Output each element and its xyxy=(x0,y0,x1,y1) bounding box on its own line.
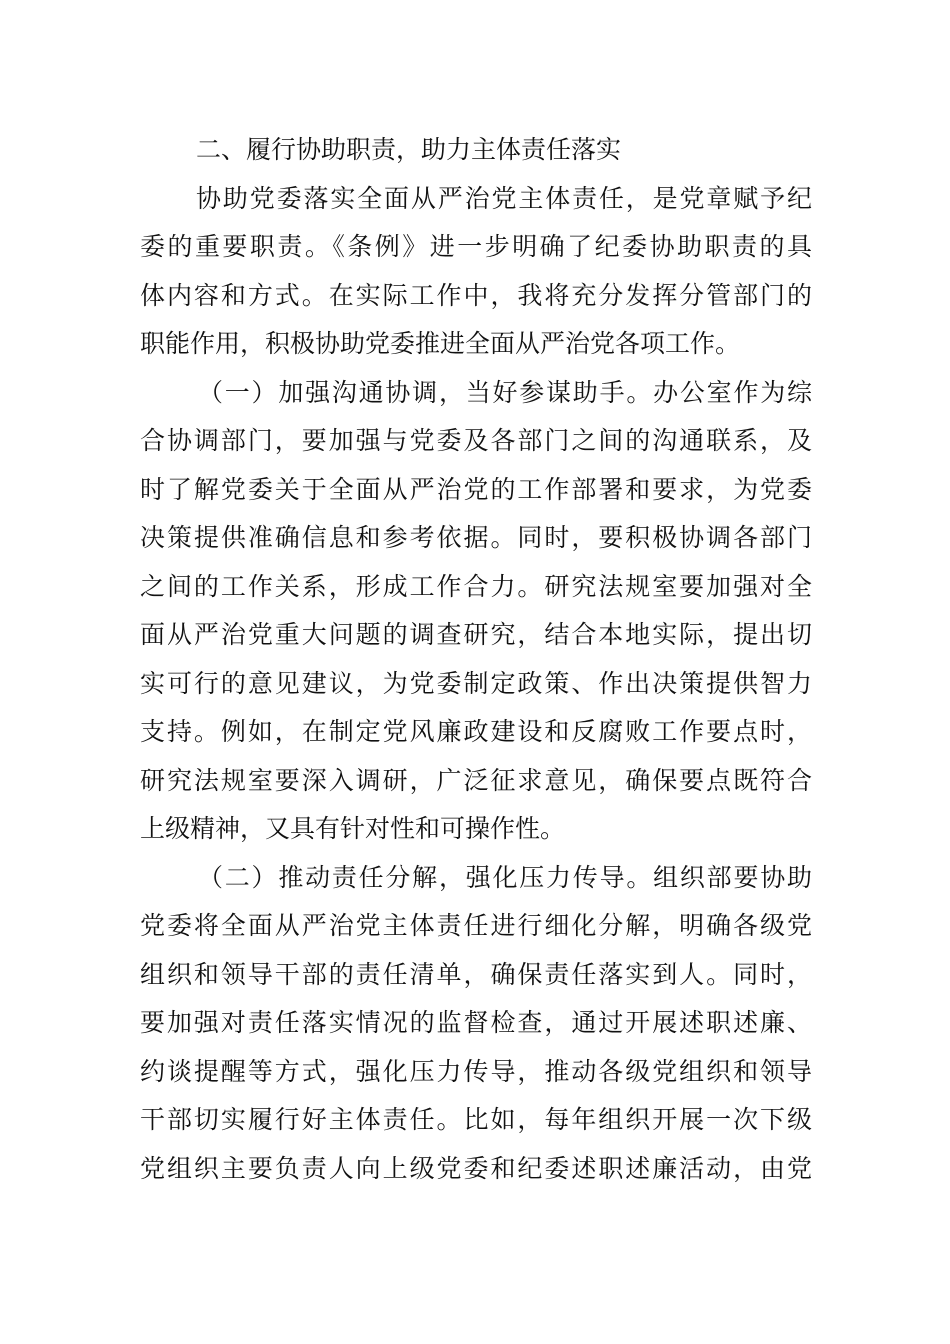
paragraph-line: 决策提供准确信息和参考依据。同时，要积极协调各部门 xyxy=(140,523,812,552)
paragraph-line: 合协调部门，要加强与党委及各部门之间的沟通联系，及 xyxy=(140,426,812,455)
paragraph-line: 实可行的意见建议，为党委制定政策、作出决策提供智力 xyxy=(140,668,812,698)
paragraph-line: 支持。例如，在制定党风廉政建设和反腐败工作要点时， xyxy=(140,717,812,746)
paragraph-line: 干部切实履行好主体责任。比如，每年组织开展一次下级 xyxy=(140,1105,812,1134)
paragraph-line: 要加强对责任落实情况的监督检查，通过开展述职述廉、 xyxy=(140,1008,812,1037)
paragraph-line: 之间的工作关系，形成工作合力。研究法规室要加强对全 xyxy=(140,571,812,601)
paragraph-3 xyxy=(140,854,812,1194)
document-body xyxy=(140,126,812,1193)
paragraph-line: 党委将全面从严治党主体责任进行细化分解，明确各级党 xyxy=(140,911,812,940)
paragraph-2 xyxy=(140,369,812,854)
paragraph-1 xyxy=(140,175,812,369)
paragraph-line: 职能作用，积极协助党委推进全面从严治党各项工作。 xyxy=(140,329,741,358)
paragraph-line: （二）推动责任分解，强化压力传导。组织部要协助 xyxy=(198,862,812,892)
paragraph-line: 体内容和方式。在实际工作中，我将充分发挥分管部门的 xyxy=(140,280,812,310)
paragraph-line: 上级精神，又具有针对性和可操作性。 xyxy=(140,814,566,843)
paragraph-line: 时了解党委关于全面从严治党的工作部署和要求，为党委 xyxy=(140,474,812,504)
paragraph-line: 协助党委落实全面从严治党主体责任，是党章赋予纪 xyxy=(196,183,812,213)
paragraph-line: 约谈提醒等方式，强化压力传导，推动各级党组织和领导 xyxy=(140,1056,812,1086)
paragraph-line: 组织和领导干部的责任清单，确保责任落实到人。同时， xyxy=(140,959,812,989)
paragraph-line: 研究法规室要深入调研，广泛征求意见，确保要点既符合 xyxy=(140,765,812,795)
section-heading: 二、履行协助职责，助力主体责任落实 xyxy=(196,135,622,164)
paragraph-line: 党组织主要负责人向上级党委和纪委述职述廉活动，由党 xyxy=(140,1153,812,1183)
paragraph-line: （一）加强沟通协调，当好参谋助手。办公室作为综 xyxy=(198,377,812,407)
paragraph-line: 委的重要职责。《条例》进一步明确了纪委协助职责的具 xyxy=(140,232,812,261)
paragraph-line: 面从严治党重大问题的调查研究，结合本地实际，提出切 xyxy=(140,620,812,649)
